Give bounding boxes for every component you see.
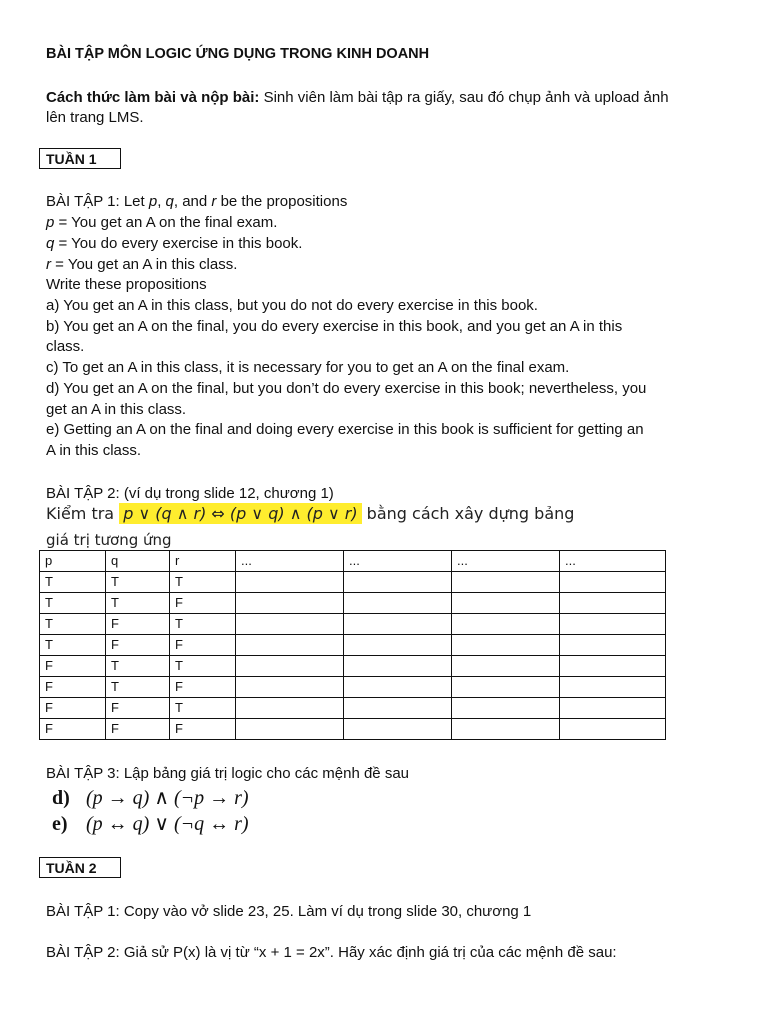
table-cell: T xyxy=(40,614,106,635)
table-cell: T xyxy=(40,635,106,656)
table-cell: F xyxy=(106,614,170,635)
instructions-line-1 xyxy=(46,88,669,108)
table-cell: T xyxy=(106,593,170,614)
table-cell: F xyxy=(170,719,236,740)
table-empty-cell xyxy=(236,698,344,719)
table-cell: T xyxy=(170,656,236,677)
table-empty-cell xyxy=(452,656,560,677)
table-cell: F xyxy=(106,698,170,719)
table-empty-cell xyxy=(344,719,452,740)
table-empty-cell xyxy=(344,614,452,635)
table-cell: F xyxy=(106,719,170,740)
table-empty-cell xyxy=(236,719,344,740)
item-b-line2: class. xyxy=(46,338,85,355)
week2-label: TUẦN 2 xyxy=(39,857,121,878)
table-header-cell: r xyxy=(170,551,236,572)
table-empty-cell xyxy=(560,698,666,719)
instructions-line-2: lên trang LMS. xyxy=(46,109,144,126)
week2-ex1: BÀI TẬP 1: Copy vào vở slide 23, 25. Làm ví dụ trong slide 30, chương 1 xyxy=(46,903,532,920)
table-empty-cell xyxy=(452,572,560,593)
highlighted-formula: p ∨ (q ∧ r) ⇔ (p ∨ q) ∧ (p ∨ r) xyxy=(119,503,361,524)
table-empty-cell xyxy=(236,593,344,614)
table-cell: F xyxy=(106,635,170,656)
formula-e-expr: (p ↔ q) ∨ (¬q ↔ r) xyxy=(86,813,249,835)
def-q-var: q xyxy=(46,235,55,252)
table-empty-cell xyxy=(560,572,666,593)
instructions-label: Cách thức làm bài và nộp bài: xyxy=(46,89,260,106)
table-cell: T xyxy=(40,593,106,614)
table-row xyxy=(40,719,666,740)
table-empty-cell xyxy=(452,698,560,719)
table-empty-cell xyxy=(236,572,344,593)
truth-table xyxy=(39,550,666,740)
def-q-text: = You do every exercise in this book. xyxy=(54,235,303,252)
def-r-var: r xyxy=(46,256,51,273)
table-cell: F xyxy=(170,593,236,614)
table-cell: T xyxy=(40,572,106,593)
bang-cach-text: bằng cách xây dựng bảng xyxy=(361,504,575,523)
table-empty-cell xyxy=(560,656,666,677)
def-r xyxy=(46,255,237,275)
instructions-text-1: Sinh viên làm bài tập ra giấy, sau đó chụp ảnh và upload ảnh xyxy=(259,89,669,106)
table-cell: F xyxy=(40,677,106,698)
ex3-heading: BÀI TẬP 3: Lập bảng giá trị logic cho các mệnh đề sau xyxy=(46,765,410,782)
table-cell: T xyxy=(106,677,170,698)
table-empty-cell xyxy=(560,614,666,635)
table-empty-cell xyxy=(560,635,666,656)
table-empty-cell xyxy=(236,614,344,635)
var-p: p xyxy=(148,193,158,210)
table-cell: F xyxy=(40,656,106,677)
table-cell: F xyxy=(170,635,236,656)
item-c: c) To get an A in this class, it is necessary for you to get an A on the final exam. xyxy=(46,359,570,376)
ex1-head-text: BÀI TẬP 1: Let xyxy=(46,193,149,210)
table-row xyxy=(40,677,666,698)
table-cell: T xyxy=(106,656,170,677)
table-empty-cell xyxy=(344,593,452,614)
def-p xyxy=(46,213,277,233)
var-q: q xyxy=(165,193,174,210)
table-empty-cell xyxy=(236,656,344,677)
kiem-tra-text: Kiểm tra xyxy=(46,504,120,523)
table-empty-cell xyxy=(452,719,560,740)
formula-d xyxy=(52,786,249,810)
item-d-line1: d) You get an A on the final, but you don’t do every exercise in this book; nevertheless, you xyxy=(46,380,647,397)
table-empty-cell xyxy=(452,614,560,635)
table-empty-cell xyxy=(236,635,344,656)
page-title: BÀI TẬP MÔN LOGIC ỨNG DỤNG TRONG KINH DOANH xyxy=(46,46,430,62)
table-empty-cell xyxy=(236,677,344,698)
table-row xyxy=(40,593,666,614)
ex2-formula-line xyxy=(46,502,574,526)
table-row xyxy=(40,698,666,719)
item-a: a) You get an A in this class, but you do not do every exercise in this book. xyxy=(46,297,538,314)
table-row xyxy=(40,656,666,677)
ex1-and: , and xyxy=(173,193,212,210)
formula-d-expr: (p → q) ∧ (¬p → r) xyxy=(86,787,249,809)
ex1-comma: , xyxy=(157,193,166,210)
write-propositions: Write these propositions xyxy=(46,276,207,293)
table-cell: F xyxy=(40,719,106,740)
def-q xyxy=(46,234,302,254)
item-d-line2: get an A in this class. xyxy=(46,401,187,418)
table-empty-cell xyxy=(344,656,452,677)
table-empty-cell xyxy=(344,572,452,593)
item-e-line2: A in this class. xyxy=(46,442,142,459)
table-empty-cell xyxy=(452,593,560,614)
table-header-cell: ... xyxy=(452,551,560,572)
formula-d-label: d) xyxy=(52,787,70,809)
ex2-heading: BÀI TẬP 2: (ví dụ trong slide 12, chương 1) xyxy=(46,485,334,502)
table-row xyxy=(40,572,666,593)
table-row xyxy=(40,635,666,656)
table-empty-cell xyxy=(452,677,560,698)
gia-tri-text: giá trị tương ứng xyxy=(46,531,172,549)
formula-e-label: e) xyxy=(52,813,68,835)
table-cell: T xyxy=(170,614,236,635)
ex1-tail: be the propositions xyxy=(216,193,348,210)
def-p-var: p xyxy=(46,214,55,231)
formula-e xyxy=(52,812,249,836)
week1-label: TUẦN 1 xyxy=(39,148,121,169)
def-r-text: = You get an A in this class. xyxy=(51,256,238,273)
table-row xyxy=(40,614,666,635)
table-cell: T xyxy=(106,572,170,593)
table-header-row xyxy=(40,551,666,572)
table-empty-cell xyxy=(344,698,452,719)
table-empty-cell xyxy=(344,635,452,656)
item-e-line1: e) Getting an A on the final and doing every exercise in this book is sufficient for getting an xyxy=(46,421,644,438)
def-p-text: = You get an A on the final exam. xyxy=(54,214,278,231)
var-r: r xyxy=(211,193,217,210)
table-header-cell: ... xyxy=(560,551,666,572)
table-cell: T xyxy=(170,698,236,719)
table-header-cell: ... xyxy=(236,551,344,572)
table-empty-cell xyxy=(452,635,560,656)
table-empty-cell xyxy=(560,719,666,740)
week2-ex2: BÀI TẬP 2: Giả sử P(x) là vị từ “x + 1 = 2x”. Hãy xác định giá trị của các mệnh đề sau: xyxy=(46,944,617,961)
table-empty-cell xyxy=(560,593,666,614)
table-header-cell: q xyxy=(106,551,170,572)
table-cell: T xyxy=(170,572,236,593)
table-header-cell: p xyxy=(40,551,106,572)
table-cell: F xyxy=(170,677,236,698)
table-cell: F xyxy=(40,698,106,719)
ex1-heading xyxy=(46,192,347,212)
table-empty-cell xyxy=(560,677,666,698)
table-header-cell: ... xyxy=(344,551,452,572)
item-b-line1: b) You get an A on the final, you do every exercise in this book, and you get an A in this xyxy=(46,318,623,335)
table-empty-cell xyxy=(344,677,452,698)
